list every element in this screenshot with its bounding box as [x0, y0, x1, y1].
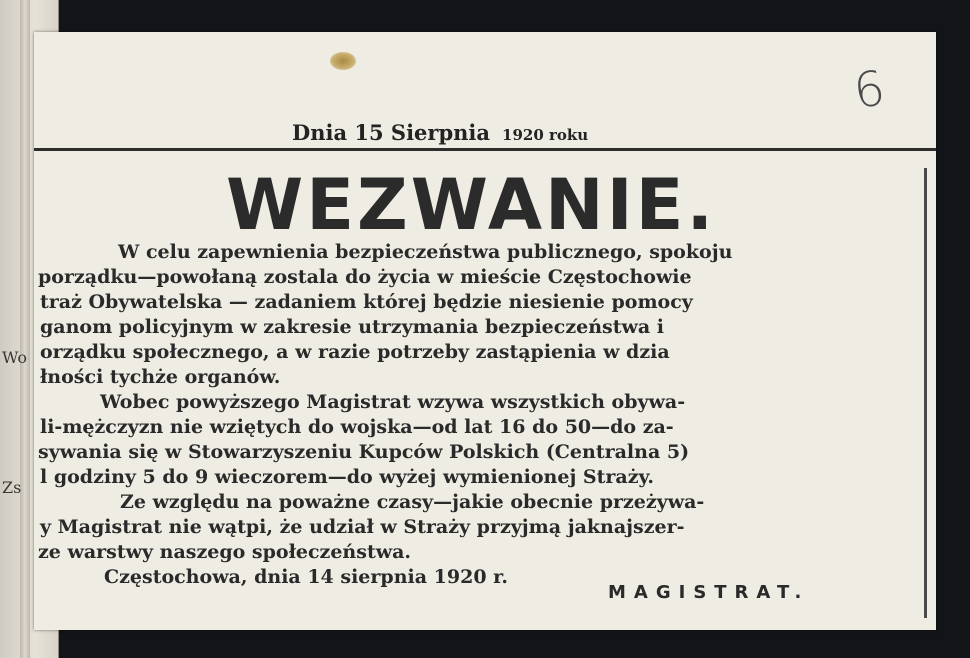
column-rule — [924, 168, 927, 618]
body-line: ze warstwy naszego społeczeństwa. — [38, 541, 411, 563]
body-line: W celu zapewnienia bezpieczeństwa publicznego, spokoju — [118, 241, 733, 263]
closing-line: Częstochowa, dnia 14 sierpnia 1920 r. — [104, 566, 509, 588]
signature: MAGISTRAT. — [608, 582, 810, 603]
dateline-year: 1920 roku — [502, 126, 589, 144]
dateline — [292, 120, 588, 145]
handwritten-page-number: 6 — [850, 60, 889, 120]
header-rule — [34, 148, 936, 151]
edge-text-fragment: Zs — [2, 478, 22, 497]
book-gutter — [20, 0, 30, 658]
body-line: ganom policyjnym w zakresie utrzymania bezpieczeństwa i — [40, 316, 664, 338]
headline: WEZWANIE. — [226, 164, 717, 246]
body-line: li-mężczyzn nie wziętych do wojska—od lat 16 do 50—do za- — [40, 416, 674, 438]
edge-text-fragment: Wo — [2, 348, 27, 367]
dateline-date: Dnia 15 Sierpnia — [292, 120, 491, 145]
body-line: traż Obywatelska — zadaniem której będzie niesienie pomocy — [40, 291, 693, 313]
body-line: y Magistrat nie wątpi, że udział w Straży przyjmą jaknajszer- — [40, 516, 685, 538]
body-line: l godziny 5 do 9 wieczorem—do wyżej wymienionej Straży. — [40, 466, 655, 488]
body-line: orządku społecznego, a w razie potrzeby zastąpienia w dzia — [40, 341, 670, 363]
body-line: Wobec powyższego Magistrat wzywa wszystkich obywa- — [100, 391, 686, 413]
body-line: porządku—powołaną zostala do życia w mieście Częstochowie — [38, 266, 692, 288]
body-line: sywania się w Stowarzyszeniu Kupców Polskich (Centralna 5) — [38, 441, 690, 463]
body-line: Ze względu na poważne czasy—jakie obecnie przeżywa- — [120, 491, 705, 513]
newspaper-clipping — [34, 32, 936, 630]
paper-stain — [330, 52, 356, 70]
body-line: łności tychże organów. — [40, 366, 281, 388]
